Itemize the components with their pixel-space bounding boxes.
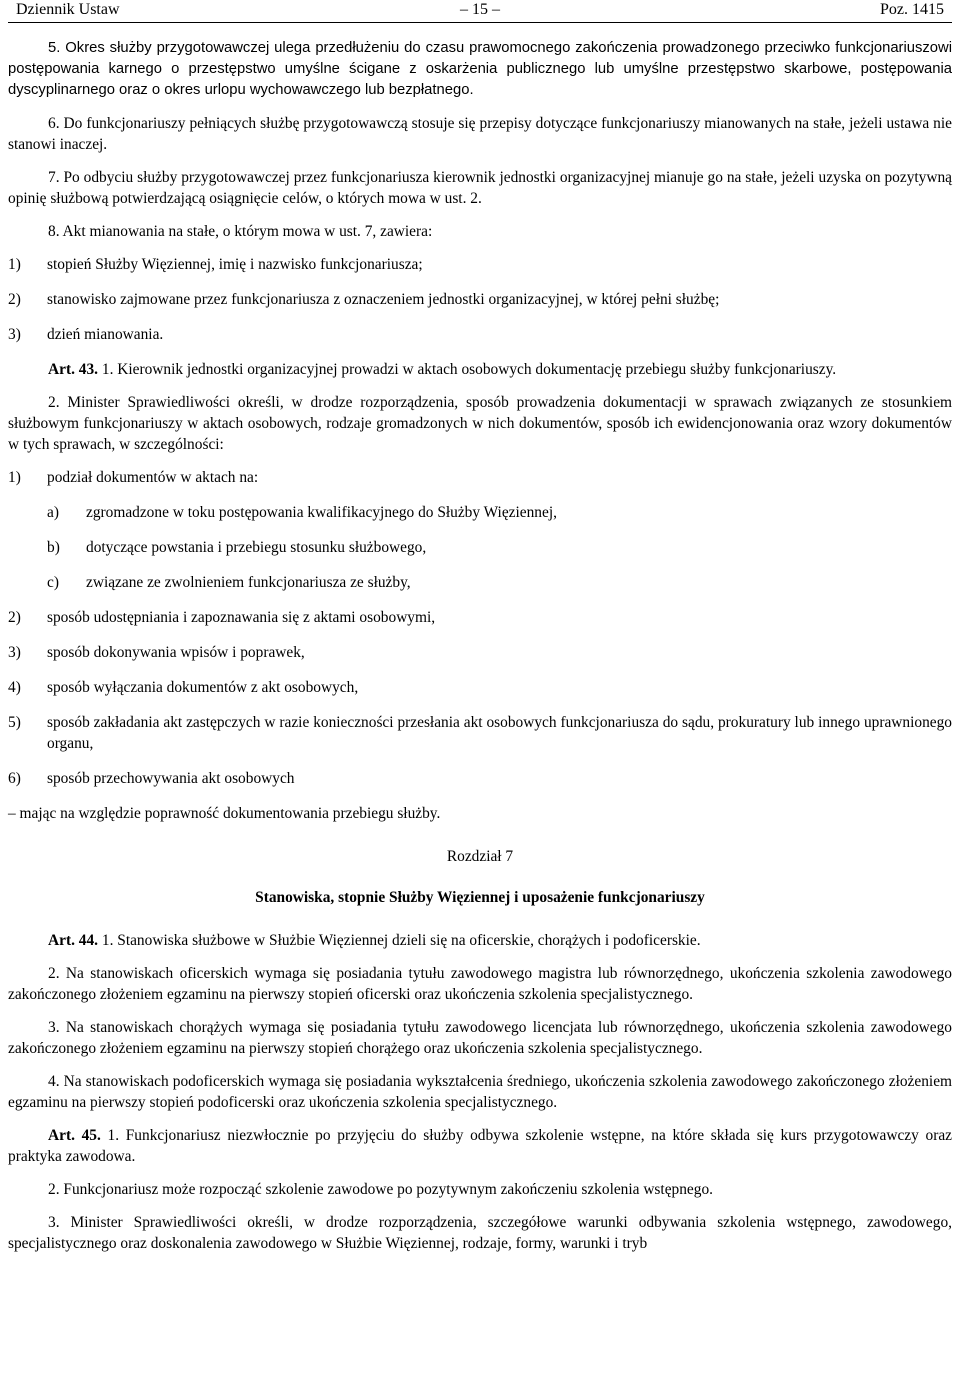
list-number: 2) [8,291,21,308]
art-44-paragraph-4: 4. Na stanowiskach podoficerskich wymaga się posiadania wykształcenia średniego, ukończenia szkolenia zawodowego zakończonego złożeniem egzaminu na pierwszy stopień podoficerski oraz ukończenia szkolenia specjalistycznego. [8,1073,952,1111]
list-text: stanowisko zajmowane przez funkcjonariusza z oznaczeniem jednostki organizacyjnej, w której pełni służbę; [47,291,720,308]
journal-name: Dziennik Ustaw [16,1,120,18]
list-number: 4) [8,679,21,696]
art-45-paragraph-2: 2. Funkcjonariusz może rozpocząć szkolenie zawodowe po pozytywnym zakończeniu szkolenia wstępnego. [48,1181,713,1198]
paragraph-5: 5. Okres służby przygotowawczej ulega przedłużeniu do czasu prawomocnego zakończenia prowadzonego przeciwko funkcjonariuszowi postępowania karnego o przestępstwo umyślne ścigane z oskarżenia publicznego lub umyślne przestępstwo skarbowe, postępowania dyscyplinarnego oraz o okres urlopu wychowawczego lub bezpłatnego. [8,40,952,98]
art-45-text-1: 1. Funkcjonariusz niezwłocznie po przyjęciu do służby odbywa szkolenie wstępne, na które składa się kurs przygotowawczy oraz praktyka zawodowa. [8,1127,952,1165]
list-text: podział dokumentów w aktach na: [47,469,259,486]
art-43-paragraph-2: 2. Minister Sprawiedliwości określi, w drodze rozporządzenia, sposób prowadzenia dokumentacji w sprawach związanych ze stosunkiem służbowym funkcjonariuszy w aktach osobowych, rodzaje gromadzonych w nich dokumentów, sposób ich ewidencjonowania oraz wzory dokumentów w tych sprawach, w szczególności: [8,394,952,453]
sub-list-text: dotyczące powstania i przebiegu stosunku służbowego, [86,539,427,556]
list-item [8,712,952,754]
art-45-paragraph-3: 3. Minister Sprawiedliwości określi, w drodze rozporządzenia, szczegółowe warunki odbywania szkolenia wstępnego, zawodowego, specjalistycznego oraz doskonalenia zawodowego w Służbie Więziennej, rodzaje, formy, warunki i tryb [8,1214,952,1252]
art-44-paragraph-3: 3. Na stanowiskach chorążych wymaga się posiadania tytułu zawodowego licencjata lub równorzędnego, ukończenia szkolenia zawodowego zakończonego złożeniem egzaminu na pierwszy stopień chorążego oraz ukończenia szkolenia specjalistycznego. [8,1019,952,1057]
sub-list-letter: c) [47,574,59,591]
sub-list-item [8,537,952,558]
sub-list-text: zgromadzone w toku postępowania kwalifikacyjnego do Służby Więziennej, [86,504,557,521]
sub-list-item [8,572,952,593]
list-number: 3) [8,326,21,343]
closing-clause: – mając na względzie poprawność dokumentowania przebiegu służby. [8,805,441,822]
list-text: sposób dokonywania wpisów i poprawek, [47,644,305,661]
list-number: 6) [8,770,21,787]
paragraph-8: 8. Akt mianowania na stałe, o którym mowa w ust. 7, zawiera: [48,223,433,240]
art-43-paragraph-1 [8,359,952,380]
art-44-text-1: 1. Stanowiska służbowe w Służbie Więziennej dzieli się na oficerskie, chorążych i podoficerskie. [101,932,701,949]
list-item [8,324,952,345]
list-text: sposób wyłączania dokumentów z akt osobowych, [47,679,359,696]
list-text: stopień Służby Więziennej, imię i nazwisko funkcjonariusza; [47,256,423,273]
list-item [8,677,952,698]
list-item [8,289,952,310]
list-item [8,768,952,789]
list-text: dzień mianowania. [47,326,164,343]
list-number: 1) [8,256,21,273]
sub-list-item [8,502,952,523]
document-body [8,22,952,1254]
article-label: Art. 45. [48,1127,101,1144]
article-label: Art. 44. [48,932,99,949]
art-44-paragraph-2: 2. Na stanowiskach oficerskich wymaga się posiadania tytułu zawodowego magistra lub równorzędnego, ukończenia szkolenia zawodowego zakończonego złożeniem egzaminu na pierwszy stopień oficerski oraz ukończenia szkolenia specjalistycznego. [8,965,952,1003]
art-44-paragraph-1 [8,930,952,951]
page-number: – 15 – [460,1,500,18]
list-number: 1) [8,469,21,486]
list-text: sposób zakładania akt zastępczych w razie konieczności przesłania akt osobowych funkcjonariusza do sądu, prokuratury lub innego uprawnionego organu, [47,714,952,752]
header-rule [8,22,952,23]
chapter-number: Rozdział 7 [446,848,514,865]
paragraph-7: 7. Po odbyciu służby przygotowawczej przez funkcjonariusza kierownik jednostki organizacyjnej mianuje go na stałe, jeżeli uzyska on pozytywną opinię służbową potwierdzającą osiągnięcie celów, o których mowa w ust. 2. [8,169,952,207]
list-text: sposób przechowywania akt osobowych [47,770,295,787]
paragraph-6: 6. Do funkcjonariuszy pełniących służbę przygotowawczą stosuje się przepisy dotyczące funkcjonariuszy mianowanych na stałe, jeżeli ustawa nie stanowi inaczej. [8,115,952,153]
sub-list-letter: b) [47,539,60,556]
position-number: Poz. 1415 [880,1,944,18]
list-item [8,467,952,488]
sub-list-text: związane ze zwolnieniem funkcjonariusza ze służby, [86,574,411,591]
list-item [8,642,952,663]
list-number: 3) [8,644,21,661]
page-header [8,0,952,22]
art-43-text-1: 1. Kierownik jednostki organizacyjnej prowadzi w aktach osobowych dokumentację przebiegu służby funkcjonariuszy. [101,361,837,378]
list-item [8,254,952,275]
list-text: sposób udostępniania i zapoznawania się z aktami osobowymi, [47,609,436,626]
list-number: 2) [8,609,21,626]
list-number: 5) [8,714,21,731]
chapter-title: Stanowiska, stopnie Służby Więziennej i uposażenie funkcjonariuszy [255,889,705,906]
list-item [8,607,952,628]
article-label: Art. 43. [48,361,99,378]
sub-list-letter: a) [47,504,59,521]
art-45-paragraph-1 [8,1125,952,1167]
